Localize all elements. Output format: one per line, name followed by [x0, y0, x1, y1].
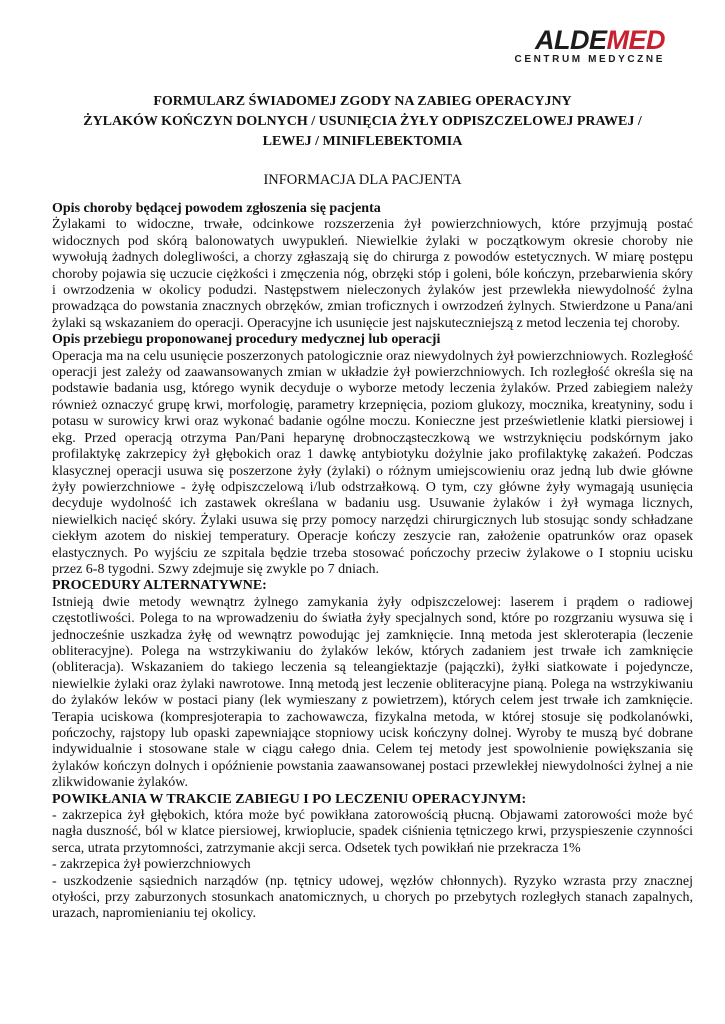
- section-text-procedure: Operacja ma na celu usunięcie poszerzonych patologicznie oraz niewydolnych żył powierzchniowych. Rozległość operacji jest zależy od zaawansowanych zmian w układzie żył powierzchniowych. Ich rozległość określa się na podstawie badania usg, którego wynik decyduje o wyborze metody leczenia żylaków. Przed zabiegiem należy również oznaczyć grupę krwi, morfologię, parametry krzepnięcia, poziom glukozy, mocznika, kreatyniny, sodu i potasu w surowicy krwi oraz wykonać badanie ogólne moczu. Konieczne jest prześwietlenie klatki piersiowej i ekg. Przed operacją otrzyma Pan/Pani heparynę drobnocząsteczkową we wstrzyknięciu podskórnym jako profilaktykę zakrzepicy żył głębokich oraz 1 dawkę antybiotyku dożylnie jako profilaktykę zakażeń. Podczas klasycznej operacji usuwa się poszerzone żyły (żylaki) o różnym umiejscowieniu oraz jedną lub dwie główne żyły powierzchniowe - żyłę odpiszczelową i/lub odstrzałkową. O tym, czy główne żyły wymagają usunięcia decyduje wydolność ich zastawek określana w badaniu usg. Usuwanie żylaków i żył wymaga licznych, niewielkich nacięć skóry. Żylaki usuwa się przy pomocy narzędzi chirurgicznych lub stosując sondy schładzane ciekłym azotem do niskiej temperatury. Operacje kończy zeszycie ran, założenie opatrunków oraz opasek elastycznych. Po wyjściu ze szpitala będzie trzeba stosować pończochy przeciw żylakowe o I stopniu ucisku przez 6-8 tygodni. Szwy zdejmuje się zwykle po 7 dniach.: [52, 348, 693, 577]
- complication-item: - zakrzepica żył powierzchniowych: [52, 857, 251, 873]
- logo-wordmark: [515, 25, 666, 55]
- section-heading-complications: POWIKŁANIA W TRAKCIE ZABIEGU I PO LECZENIU OPERACYJNYM:: [52, 791, 527, 807]
- logo-subtitle: CENTRUM MEDYCZNE: [514, 54, 665, 65]
- logo-wordmark-alde: ALDE: [535, 25, 607, 55]
- info-heading: INFORMACJA DLA PACJENTA: [263, 172, 462, 188]
- clinic-logo: [514, 25, 666, 65]
- document-body: [52, 201, 693, 923]
- section-text-disease: Żylakami to widoczne, trwałe, odcinkowe rozszerzenia żył powierzchniowych, które przyjmują postać widocznych pod skórą balonowatych uwypukleń. Niewielkie żylaki w początkowym okresie choroby nie wywołują żadnych dolegliwości, a chorzy zgłaszają się do chirurga z powodów estetycznych. W miarę postępu choroby pojawia się uczucie ciężkości i zmęczenia nóg, obrzęki stóp i goleni, bóle kończyn, przebarwienia skóry i owrzodzenia w okolicy podudzi. Następstwem nieleczonych żylaków jest przewlekła niewydolność żylna prowadząca do powstania znacznych obrzęków, zmian troficznych i owrzodzeń żylnych. Stwierdzone u Pana/ani żylaki są wskazaniem do operacji. Operacyjne ich usunięcie jest najskuteczniejszą z metod leczenia tej choroby.: [52, 217, 693, 331]
- section-heading-alternatives: PROCEDURY ALTERNATYWNE:: [52, 578, 267, 594]
- form-title-line-3: LEWEJ / MINIFLEBEKTOMIA: [262, 134, 463, 149]
- logo-wordmark-med: MED: [606, 25, 665, 55]
- section-heading-disease: Opis choroby będącej powodem zgłoszenia się pacjenta: [52, 201, 381, 216]
- form-title-line-2: ŻYLAKÓW KOŃCZYN DOLNYCH / USUNIĘCIA ŻYŁY ODPISZCZELOWEJ PRAWEJ /: [83, 114, 642, 129]
- section-heading-procedure: Opis przebiegu proponowanej procedury medycznej lub operacji: [52, 332, 441, 348]
- section-text-alternatives: Istnieją dwie metody wewnątrz żylnego zamykania żyły odpiszczelowej: laserem i prądem o radiowej częstotliwości. Polega to na wprowadzeniu do światła żyły specjalnych sond, które po rozgrzaniu wysuwa się i jednocześnie uszkadza żyłę od wewnątrz powodując jej zamknięcie. Inną metoda jest skleroterapia (leczenie obliteracyjne). Polega na wstrzykiwaniu do żylaków leków, których zadaniem jest trwałe ich zamknięcie (obliteracja). Wskazaniem do takiego leczenia są teleangiektazje (pajączki), żyłki siatkowate i pojedyncze, niewielkie żylaki oraz żylaki nawrotowe. Inną metodą jest leczenie obliteracyjne pianą. Polega na wstrzykiwaniu do żylaków leków w postaci piany (lek wymieszany z powietrzem), których celem jest trwałe ich zamknięcie. Terapia uciskowa (kompresjoterapia to zachowawcza, fizykalna metoda, w której stosuje się podkolanówki, pończochy, rajstopy lub opaski zapewniające stopniowy ucisk kończyny dolnej. Wyroby te muszą być dobrane indywidualnie i stosowane stale w ciągu całego dnia. Celem tej metody jest spowolnienie powiększania się żylaków kończyn dolnych i opóźnienie powstania zaawansowanej postaci przewlekłej niewydolności żylnej a nie zlikwidowanie żylaków.: [52, 594, 693, 791]
- complication-item: - uszkodzenie sąsiednich narządów (np. tętnicy udowej, węzłów chłonnych). Ryzyko wzrasta przy znacznej otyłości, przy zaburzonych stosunkach anatomicznych, u chorych po przebytych rozległych stanach zapalnych, urazach, napromienianiu tej okolicy.: [52, 873, 693, 922]
- complication-item: - zakrzepica żył głębokich, która może być powikłana zatorowością płucną. Objawami zatorowości może być nagła duszność, ból w klatce piersiowej, krwioplucie, spadek ciśnienia tętniczego krwi, przyspieszenie czynności serca, utrata przytomności, zatrzymanie akcji serca. Odsetek tych powikłań nie przekracza 1%: [52, 808, 693, 856]
- form-title-line-1: FORMULARZ ŚWIADOMEJ ZGODY NA ZABIEG OPERACYJNY: [153, 94, 572, 109]
- form-title: [40, 92, 685, 152]
